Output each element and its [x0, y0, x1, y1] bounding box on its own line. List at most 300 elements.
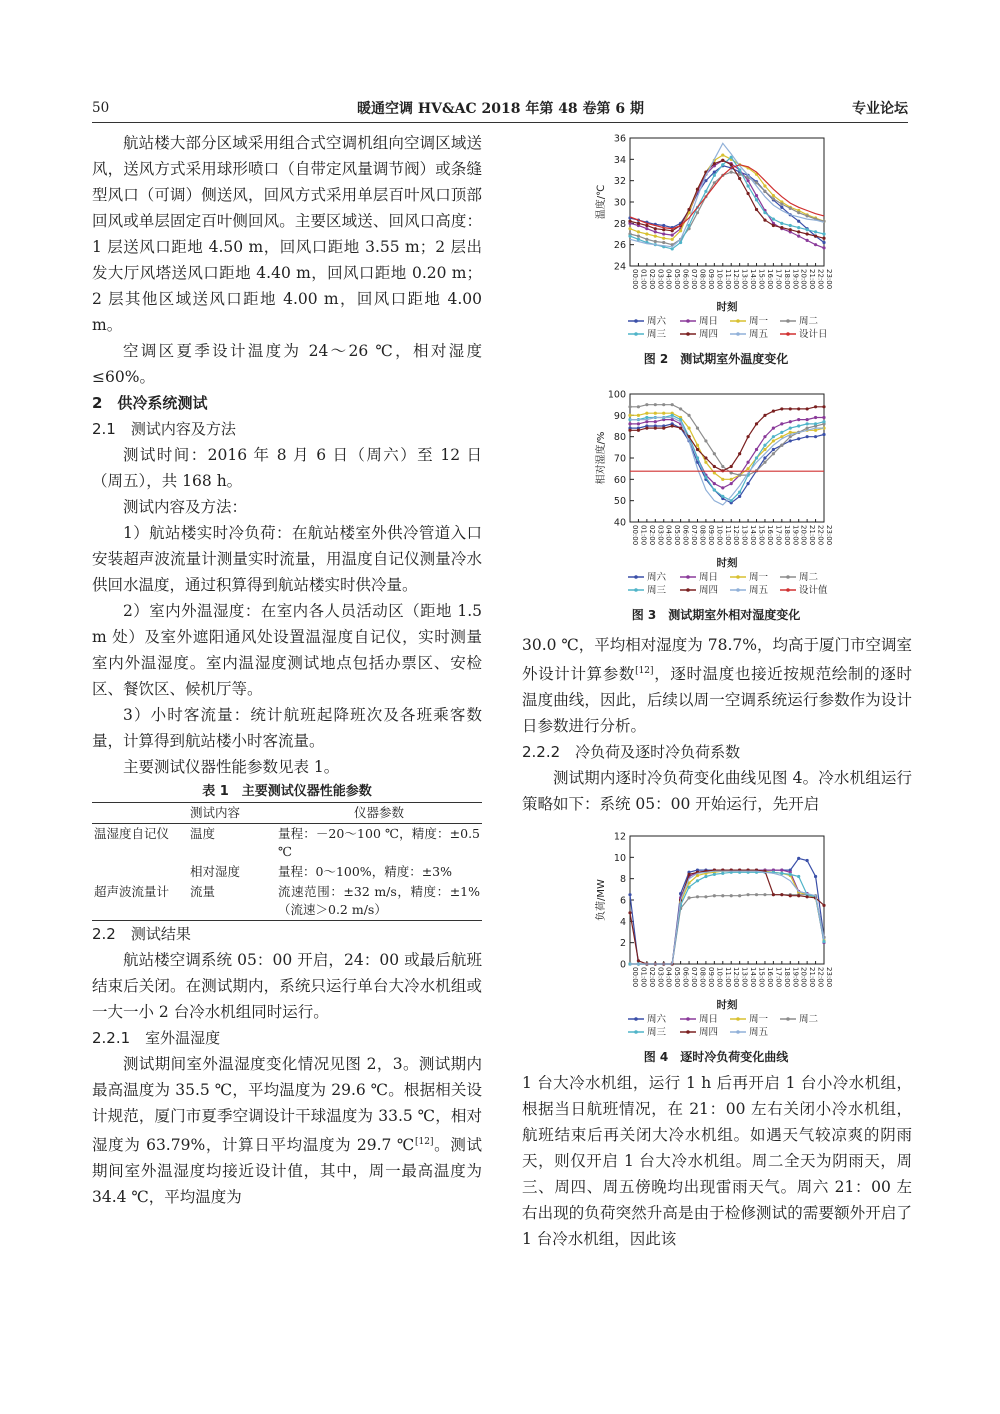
data-point: [628, 227, 631, 230]
data-point: [822, 433, 825, 436]
data-point: [671, 424, 674, 427]
x-tick-label: 05:00: [673, 269, 682, 290]
data-point: [628, 429, 631, 432]
subsection-heading: 2.2 测试结果: [92, 925, 191, 943]
table-caption: 表 1 主要测试仪器性能参数: [202, 784, 372, 799]
data-point: [763, 448, 766, 451]
data-point: [713, 174, 716, 177]
data-point: [797, 894, 800, 897]
legend-marker: [686, 1017, 690, 1021]
figure-3: [520, 384, 912, 623]
data-point: [645, 232, 648, 235]
legend-entry: 周六: [647, 572, 667, 583]
legend-marker: [736, 1017, 740, 1021]
x-tick-label: 18:00: [782, 269, 791, 290]
data-point: [628, 220, 631, 223]
data-point: [746, 482, 749, 485]
data-point: [628, 235, 631, 238]
temperature-chart: [520, 128, 912, 350]
data-point: [780, 422, 783, 425]
figure-2: [520, 128, 912, 367]
table-cell: 温湿度自记仪: [94, 826, 170, 841]
data-point: [814, 230, 817, 233]
y-tick-label: 24: [613, 261, 626, 273]
y-tick-label: 80: [613, 432, 626, 444]
paragraph: 空调区夏季设计温度为 24～26 ℃，相对湿度≤60%。: [92, 342, 482, 386]
data-point: [755, 208, 758, 211]
data-point: [679, 427, 682, 430]
legend-marker: [786, 319, 790, 323]
data-point: [637, 959, 640, 962]
x-tick-label: 11:00: [723, 967, 732, 988]
data-point: [789, 224, 792, 227]
x-tick-label: 15:00: [757, 269, 766, 290]
series-line-周二: [630, 895, 824, 964]
data-point: [654, 227, 657, 230]
data-point: [687, 886, 690, 889]
paragraph: 航站楼大部分区域采用组合式空调机组向空调区域送风，送风方式采用球形喷口（自带定风量调节阀）或条缝型风口（可调）侧送风，回风方式采用单层百叶风口顶部回风或单层固定百叶侧回风。主要区域送、回风口高度：1 层送风口距地 4.50 m，回风口距地 3.55 m；2 层出发大厅风塔送风口距地 4.40 m，回风口距地 0.20 m；2 层其他区域送风口距地 4.00 m，回风口距地 4.00 m。: [92, 134, 482, 334]
figure-caption: 图 3 测试期室外相对湿度变化: [631, 608, 801, 622]
legend-marker: [686, 575, 690, 579]
x-tick-label: 03:00: [656, 525, 665, 546]
legend-entry: 周五: [749, 585, 769, 596]
data-point: [772, 427, 775, 430]
data-point: [780, 431, 783, 434]
x-tick-label: 15:00: [757, 967, 766, 988]
data-point: [637, 429, 640, 432]
x-tick-label: 03:00: [656, 269, 665, 290]
x-tick-label: 22:00: [816, 269, 825, 290]
data-point: [704, 895, 707, 898]
data-point: [780, 226, 783, 229]
y-tick-label: 36: [613, 133, 626, 145]
x-tick-label: 14:00: [749, 967, 758, 988]
data-point: [730, 499, 733, 502]
y-tick-label: 10: [613, 852, 626, 864]
data-point: [806, 435, 809, 438]
data-point: [696, 444, 699, 447]
paragraph: 测试内容及方法：: [123, 498, 248, 516]
legend-entry: 周五: [749, 329, 769, 340]
x-tick-label: 01:00: [639, 525, 648, 546]
figure-caption: 图 4 逐时冷负荷变化曲线: [643, 1050, 789, 1064]
x-tick-label: 04:00: [664, 967, 673, 988]
legend-marker: [686, 319, 690, 323]
data-point: [772, 194, 775, 197]
x-tick-label: 22:00: [816, 967, 825, 988]
data-point: [772, 448, 775, 451]
data-point: [654, 230, 657, 233]
data-point: [814, 422, 817, 425]
table-header: 测试内容: [188, 803, 276, 824]
x-tick-label: 07:00: [690, 967, 699, 988]
data-point: [763, 184, 766, 187]
data-point: [797, 226, 800, 229]
data-point: [822, 241, 825, 244]
legend-marker: [736, 575, 740, 579]
data-point: [671, 403, 674, 406]
data-point: [738, 894, 741, 897]
data-point: [696, 879, 699, 882]
x-tick-label: 08:00: [698, 967, 707, 988]
data-point: [806, 895, 809, 898]
x-tick-label: 11:00: [723, 269, 732, 290]
x-tick-label: 20:00: [799, 269, 808, 290]
data-point: [772, 893, 775, 896]
x-tick-label: 03:00: [656, 967, 665, 988]
data-point: [789, 407, 792, 410]
data-point: [763, 456, 766, 459]
x-tick-label: 22:00: [816, 525, 825, 546]
data-point: [789, 431, 792, 434]
data-point: [696, 895, 699, 898]
paragraph: [92, 1051, 482, 1210]
x-tick-label: 07:00: [690, 269, 699, 290]
legend-marker: [786, 588, 790, 592]
data-point: [806, 422, 809, 425]
data-point: [822, 940, 825, 943]
data-point: [763, 414, 766, 417]
data-point: [696, 188, 699, 191]
y-tick-label: 0: [619, 959, 626, 971]
data-point: [662, 232, 665, 235]
data-point: [687, 208, 690, 211]
paragraph: 1 台大冷水机组，运行 1 h 后再开启 1 台小冷水机组，根据当日航班情况，在 21：00 左右关闭小冷水机组，航班结束后再关闭大冷水机组。如遇天气较凉爽的阴雨天，则仅开启 1 台大冷水机组。周二全天为阴雨天，周三、周四、周五傍晚均出现雷雨天气。周六 21：00 左右出现的负荷突然升高是由于检修测试的需要额外开启了 1 台冷水机组，因此该: [522, 1074, 912, 1248]
data-point: [780, 444, 783, 447]
legend-entry: 周一: [749, 316, 769, 327]
data-point: [789, 439, 792, 442]
right-column-lower: [522, 1070, 912, 1252]
data-point: [789, 228, 792, 231]
x-tick-label: 06:00: [681, 967, 690, 988]
legend-marker: [786, 575, 790, 579]
text-run: 。测试期间室外温湿度均接近设计值，其中，周一最高温度为 34.4 ℃，平均温度为: [92, 1136, 482, 1207]
data-point: [662, 403, 665, 406]
data-point: [755, 194, 758, 197]
legend-marker: [786, 332, 790, 336]
table-cell: 超声波流量计: [94, 884, 170, 899]
data-point: [797, 857, 800, 860]
data-point: [713, 471, 716, 474]
data-point: [806, 239, 809, 242]
x-tick-label: 21:00: [808, 269, 817, 290]
data-point: [822, 246, 825, 249]
x-tick-label: 00:00: [631, 525, 639, 546]
x-tick-label: 23:00: [825, 269, 833, 290]
legend-marker: [686, 1030, 690, 1034]
right-column-upper: [522, 632, 912, 817]
y-axis-label: 负荷/MW: [596, 879, 607, 921]
data-point: [772, 217, 775, 220]
data-point: [780, 872, 783, 875]
data-point: [746, 192, 749, 195]
data-point: [637, 414, 640, 417]
data-point: [730, 163, 733, 166]
x-axis-label: 时刻: [716, 557, 738, 569]
x-tick-label: 09:00: [706, 525, 715, 546]
x-tick-label: 16:00: [765, 967, 774, 988]
x-tick-label: 00:00: [631, 967, 639, 988]
data-point: [654, 235, 657, 238]
x-tick-label: 09:00: [706, 967, 715, 988]
section-heading: 2 供冷系统测试: [92, 394, 208, 412]
data-point: [797, 235, 800, 238]
x-tick-label: 13:00: [740, 525, 749, 546]
legend-marker: [736, 319, 740, 323]
legend-marker: [736, 588, 740, 592]
legend-entry: 周一: [749, 1014, 769, 1025]
y-tick-label: 2: [619, 938, 626, 950]
y-tick-label: 90: [613, 410, 626, 422]
data-point: [789, 207, 792, 210]
series-line-周五: [630, 418, 824, 505]
figure-4: [520, 826, 912, 1065]
x-tick-label: 18:00: [782, 967, 791, 988]
data-point: [755, 422, 758, 425]
legend-marker: [634, 332, 638, 336]
y-tick-label: 34: [613, 154, 626, 166]
data-point: [789, 873, 792, 876]
x-tick-label: 08:00: [698, 269, 707, 290]
data-point: [687, 427, 690, 430]
data-point: [806, 228, 809, 231]
data-point: [806, 418, 809, 421]
paragraph: 测试期内逐时冷负荷变化曲线见图 4。冷水机组运行策略如下：系统 05：00 开始运行，先开启: [522, 769, 912, 814]
table-row: [92, 824, 482, 863]
x-tick-label: 05:00: [673, 967, 682, 988]
data-point: [645, 412, 648, 415]
table-header: 仪器参数: [276, 803, 482, 824]
journal-title: 暖通空调 HV&AC 2018 年第 48 卷第 6 期: [357, 101, 645, 117]
legend-marker: [786, 1017, 790, 1021]
x-tick-label: 21:00: [808, 967, 817, 988]
legend-entry: 周三: [647, 585, 667, 596]
legend-marker: [736, 1030, 740, 1034]
legend-entry: 设计日: [799, 329, 828, 340]
x-tick-label: 20:00: [799, 525, 808, 546]
x-tick-label: 15:00: [757, 525, 766, 546]
data-point: [738, 495, 741, 498]
data-point: [721, 153, 724, 156]
data-point: [763, 211, 766, 214]
x-tick-label: 14:00: [749, 269, 758, 290]
data-point: [746, 893, 749, 896]
legend-entry: 周二: [799, 316, 819, 327]
legend-entry: 周二: [799, 1014, 819, 1025]
data-point: [637, 405, 640, 408]
humidity-chart: [520, 384, 912, 606]
data-point: [671, 238, 674, 241]
data-point: [822, 416, 825, 419]
data-point: [654, 240, 657, 243]
y-tick-label: 30: [613, 197, 626, 209]
data-point: [730, 471, 733, 474]
data-point: [713, 488, 716, 491]
data-point: [671, 414, 674, 417]
plot-frame: [630, 836, 824, 964]
data-point: [628, 405, 631, 408]
data-point: [704, 875, 707, 878]
data-point: [662, 241, 665, 244]
data-point: [679, 407, 682, 410]
data-point: [696, 456, 699, 459]
legend-entry: 周四: [699, 329, 719, 340]
table-cell: 温度: [190, 826, 216, 841]
table-cell: [92, 862, 188, 882]
legend-entry: 周三: [647, 329, 667, 340]
data-point: [738, 177, 741, 180]
x-tick-label: 23:00: [825, 967, 833, 988]
x-tick-label: 01:00: [639, 967, 648, 988]
y-tick-label: 28: [613, 218, 626, 230]
x-tick-label: 12:00: [732, 967, 741, 988]
data-point: [755, 456, 758, 459]
y-tick-label: 6: [619, 895, 626, 907]
legend-marker: [634, 319, 638, 323]
data-point: [713, 873, 716, 876]
data-point: [822, 405, 825, 408]
legend-marker: [634, 575, 638, 579]
data-point: [713, 452, 716, 455]
data-point: [704, 456, 707, 459]
data-point: [713, 465, 716, 468]
data-point: [628, 414, 631, 417]
paragraph: 主要测试仪器性能参数见表 1。: [123, 758, 340, 776]
data-point: [755, 893, 758, 896]
data-point: [671, 229, 674, 232]
data-point: [645, 238, 648, 241]
data-point: [645, 227, 648, 230]
data-point: [772, 435, 775, 438]
data-point: [780, 869, 783, 872]
data-point: [763, 190, 766, 193]
text-run: 测试期间室外温湿度变化情况见图 2，3。测试期内最高温度为 35.5 ℃，平均温度为 29.6 ℃。根据相关设计规范，厦门市夏季空调设计干球温度为 33.5 ℃，相对湿度为 63.79%，计算日平均温度为 29.7 ℃: [92, 1055, 482, 1155]
data-point: [637, 422, 640, 425]
data-point: [654, 420, 657, 423]
legend-entry: 周二: [799, 572, 819, 583]
x-tick-label: 02:00: [647, 525, 656, 546]
x-tick-label: 19:00: [791, 967, 800, 988]
data-point: [637, 235, 640, 238]
data-point: [797, 875, 800, 878]
data-point: [730, 171, 733, 174]
data-point: [662, 412, 665, 415]
data-point: [679, 241, 682, 244]
data-point: [763, 219, 766, 222]
table-cell: 流速范围：±32 m/s，精度：±1%（流速＞0.2 m/s）: [278, 884, 480, 917]
data-point: [814, 875, 817, 878]
data-point: [822, 420, 825, 423]
x-tick-label: 17:00: [774, 525, 783, 546]
y-tick-label: 40: [613, 517, 626, 529]
data-point: [645, 403, 648, 406]
x-tick-label: 21:00: [808, 525, 817, 546]
data-point: [755, 448, 758, 451]
data-point: [763, 444, 766, 447]
data-point: [789, 420, 792, 423]
data-point: [772, 452, 775, 455]
x-tick-label: 13:00: [740, 967, 749, 988]
data-point: [772, 224, 775, 227]
data-point: [780, 206, 783, 209]
legend-marker: [634, 588, 638, 592]
legend-marker: [736, 332, 740, 336]
data-point: [746, 467, 749, 470]
x-tick-label: 17:00: [774, 269, 783, 290]
text-run: 30.0 ℃，平均相对湿度为 78.7%，均高于厦门市空调室外设计计算参数: [522, 636, 912, 684]
series-line-周四: [630, 407, 824, 471]
subsection-heading: 2.2.1 室外温湿度: [92, 1029, 221, 1047]
text-run: ，逐时温度也接近按规范绘制的逐时温度曲线，因此，后续以周一空调系统运行参数作为设计日参数进行分析。: [522, 665, 912, 736]
legend-marker: [686, 332, 690, 336]
data-point: [746, 461, 749, 464]
data-point: [662, 237, 665, 240]
x-tick-label: 04:00: [664, 269, 673, 290]
data-point: [730, 894, 733, 897]
data-point: [645, 427, 648, 430]
data-point: [738, 491, 741, 494]
data-point: [814, 435, 817, 438]
data-point: [822, 232, 825, 235]
header-rule: [92, 122, 908, 123]
data-point: [654, 427, 657, 430]
data-point: [704, 476, 707, 479]
data-point: [637, 238, 640, 241]
data-point: [763, 461, 766, 464]
legend-marker: [686, 588, 690, 592]
data-point: [780, 222, 783, 225]
data-point: [797, 407, 800, 410]
data-point: [687, 224, 690, 227]
data-point: [730, 482, 733, 485]
data-point: [755, 198, 758, 201]
page-number: 50: [92, 100, 110, 116]
paragraph: 3）小时客流量：统计航班起降班次及各班乘客数量，计算得到航站楼小时客流量。: [92, 706, 482, 750]
running-header: [92, 96, 908, 122]
y-tick-label: 8: [619, 874, 626, 886]
table-row: [92, 862, 482, 882]
table-cell: 量程：0～100%，精度：±3%: [278, 864, 452, 879]
data-point: [704, 461, 707, 464]
data-point: [662, 228, 665, 231]
data-point: [814, 429, 817, 432]
data-point: [696, 427, 699, 430]
citation-ref: [12]: [415, 1137, 434, 1147]
data-point: [772, 197, 775, 200]
y-tick-label: 100: [607, 389, 626, 401]
citation-ref: [12]: [635, 666, 654, 676]
data-point: [789, 894, 792, 897]
data-point: [721, 163, 724, 166]
data-point: [738, 452, 741, 455]
data-point: [780, 203, 783, 206]
data-point: [628, 911, 631, 914]
data-point: [822, 904, 825, 907]
x-tick-label: 10:00: [715, 269, 724, 290]
x-tick-label: 12:00: [732, 269, 741, 290]
data-point: [687, 896, 690, 899]
instrument-table: [92, 802, 482, 921]
paragraph: [522, 632, 912, 739]
y-tick-label: 4: [619, 916, 626, 928]
y-tick-label: 26: [613, 240, 626, 252]
x-tick-label: 10:00: [715, 525, 724, 546]
legend-entry: 设计值: [799, 585, 828, 596]
data-point: [687, 414, 690, 417]
x-tick-label: 02:00: [647, 269, 656, 290]
x-tick-label: 06:00: [681, 269, 690, 290]
data-point: [704, 190, 707, 193]
